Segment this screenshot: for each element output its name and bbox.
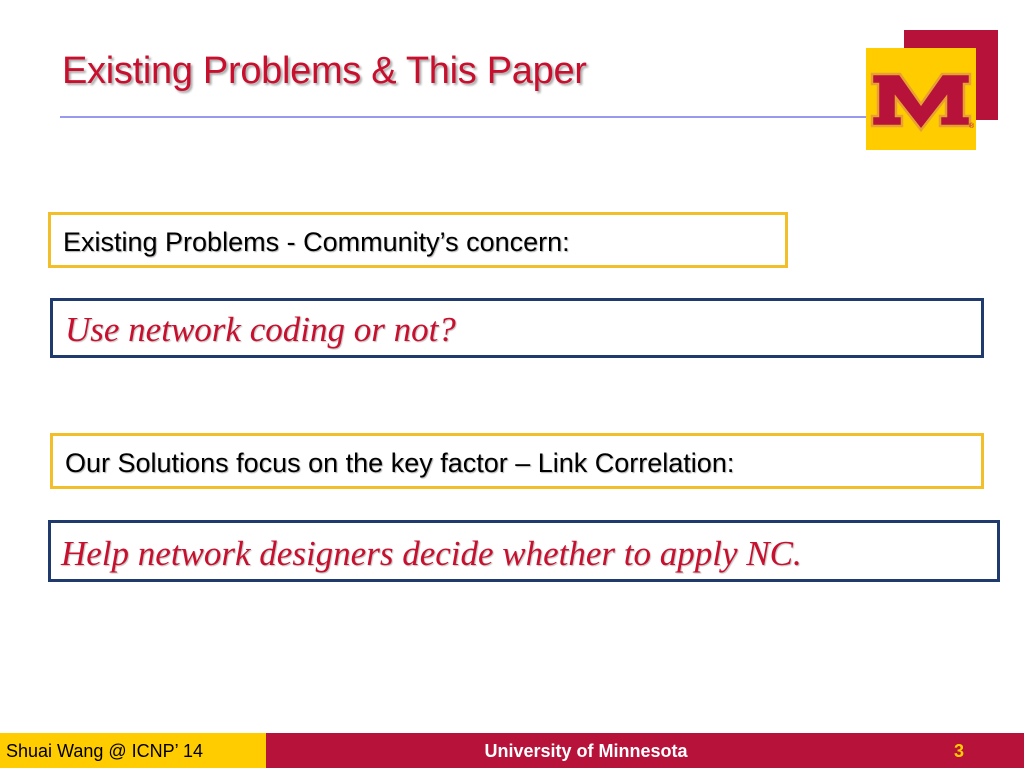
university-logo-icon xyxy=(866,48,976,150)
network-coding-question-box xyxy=(50,298,984,358)
help-designers-box xyxy=(48,520,1000,582)
footer-institution: University of Minnesota xyxy=(484,741,688,761)
existing-problems-heading: Existing Problems - Community’s concern: xyxy=(63,227,570,257)
slide-footer xyxy=(0,733,1024,768)
existing-problems-box xyxy=(48,212,788,268)
block-m-icon xyxy=(866,48,976,150)
page-number: 3 xyxy=(953,741,964,761)
title-divider xyxy=(60,116,866,118)
our-solutions-box xyxy=(50,433,984,489)
network-coding-question: Use network coding or not? xyxy=(65,310,456,349)
our-solutions-heading: Our Solutions focus on the key factor – Link Correlation: xyxy=(65,448,735,478)
slide-title: Existing Problems & This Paper xyxy=(62,50,587,92)
footer-author: Shuai Wang @ ICNP’ 14 xyxy=(0,733,266,768)
help-designers-statement: Help network designers decide whether to apply NC. xyxy=(61,534,802,573)
logo-registered-mark: ® xyxy=(969,123,975,130)
